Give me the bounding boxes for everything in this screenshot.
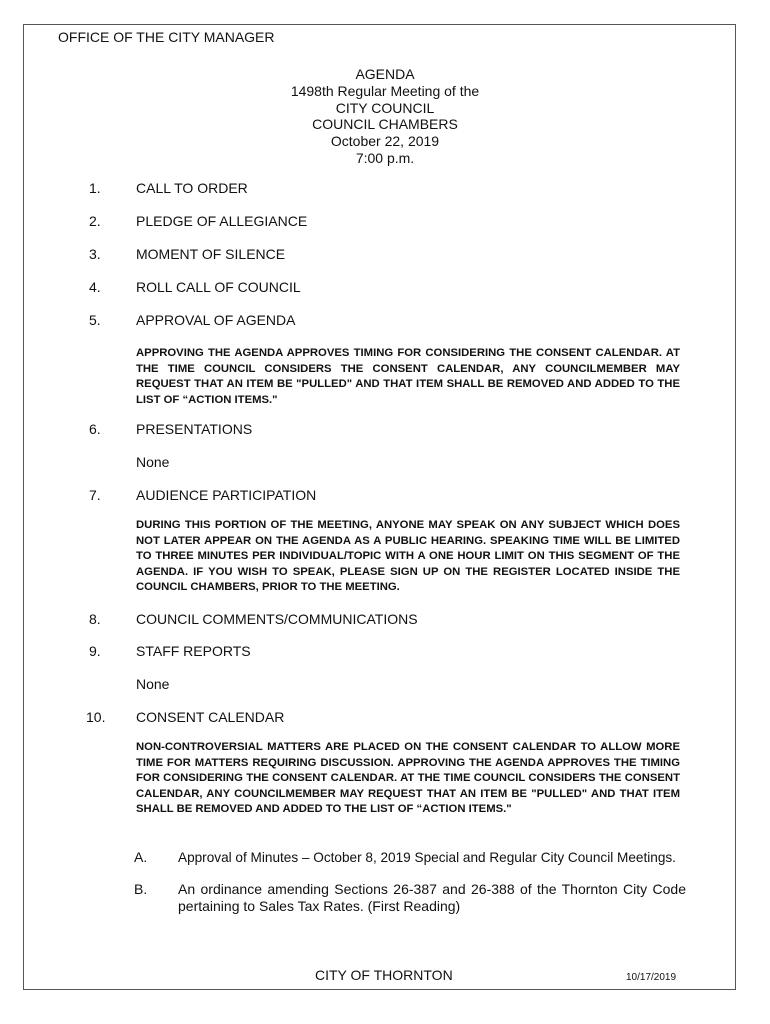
item-sub: None	[136, 676, 170, 692]
item-title: ROLL CALL OF COUNCIL	[136, 279, 301, 295]
consent-text: An ordinance amending Sections 26-387 and 26-388 of the Thornton City Code pertaining to Sales Tax Rates. (First Reading)	[178, 881, 686, 914]
page-border	[23, 24, 736, 990]
item-title: CALL TO ORDER	[136, 180, 248, 196]
footer-date: 10/17/2019	[626, 972, 677, 983]
item-number: 7.	[89, 487, 101, 503]
consent-text: Approval of Minutes – October 8, 2019 Special and Regular City Council Meetings.	[178, 850, 676, 865]
item-note: APPROVING THE AGENDA APPROVES TIMING FOR CONSIDERING THE CONSENT CALENDAR. AT THE TIME COUNCIL CONSIDERS THE CONSENT CALENDAR, ANY COUNCILMEMBER MAY REQUEST THAT AN ITEM BE "PULLED" AND THAT ITEM SHALL BE REMOVED AND ADDED TO THE LIST OF “ACTION ITEMS."	[136, 347, 680, 406]
consent-letter: A.	[134, 849, 148, 865]
office-heading: OFFICE OF THE CITY MANAGER	[58, 29, 275, 45]
meeting-date: October 22, 2019	[330, 133, 440, 149]
item-sub: None	[136, 454, 170, 470]
item-number: 2.	[89, 213, 101, 229]
item-number: 5.	[89, 312, 101, 328]
meeting-time: 7:00 p.m.	[355, 150, 415, 166]
item-title: APPROVAL OF AGENDA	[136, 312, 296, 328]
item-title: COUNCIL COMMENTS/COMMUNICATIONS	[136, 611, 418, 627]
item-number: 10.	[86, 709, 106, 725]
item-number: 8.	[89, 611, 101, 627]
item-number: 9.	[89, 643, 101, 659]
item-title: STAFF REPORTS	[136, 643, 251, 659]
item-title: PLEDGE OF ALLEGIANCE	[136, 213, 308, 229]
item-title: AUDIENCE PARTICIPATION	[136, 487, 317, 503]
body-name: CITY COUNCIL	[335, 100, 435, 116]
item-number: 4.	[89, 279, 101, 295]
item-title: PRESENTATIONS	[136, 421, 253, 437]
item-note: DURING THIS PORTION OF THE MEETING, ANYONE MAY SPEAK ON ANY SUBJECT WHICH DOES NOT LATER APPEAR ON THE AGENDA AS A PUBLIC HEARING. SPEAKING TIME WILL BE LIMITED TO THREE MINUTES PER INDIVIDUAL/TOPIC WITH A ONE HOUR LIMIT ON THIS SEGMENT OF THE AGENDA. IF YOU WISH TO SPEAK, PLEASE SIGN UP ON THE REGISTER LOCATED INSIDE THE COUNCIL CHAMBERS, PRIOR TO THE MEETING.	[136, 519, 680, 593]
location: COUNCIL CHAMBERS	[312, 116, 458, 132]
item-note: NON-CONTROVERSIAL MATTERS ARE PLACED ON THE CONSENT CALENDAR TO ALLOW MORE TIME FOR MATTERS REQUIRING DISCUSSION. APPROVING THE AGENDA APPROVES THE TIMING FOR CONSIDERING THE CONSENT CALENDAR. AT THE TIME COUNCIL CONSIDERS THE CONSENT CALENDAR, ANY COUNCILMEMBER MAY REQUEST THAT AN ITEM BE "PULLED" AND THAT ITEM SHALL BE REMOVED AND ADDED TO THE LIST OF “ACTION ITEMS."	[136, 741, 680, 815]
footer-city: CITY OF THORNTON	[315, 967, 453, 983]
item-number: 3.	[89, 246, 101, 262]
consent-letter: B.	[134, 881, 148, 897]
agenda-title: AGENDA	[355, 66, 415, 82]
item-title: MOMENT OF SILENCE	[136, 246, 286, 262]
item-number: 1.	[89, 180, 101, 196]
item-title: CONSENT CALENDAR	[136, 709, 285, 725]
item-number: 6.	[89, 421, 101, 437]
meeting-number: 1498th Regular Meeting of the	[290, 83, 480, 99]
